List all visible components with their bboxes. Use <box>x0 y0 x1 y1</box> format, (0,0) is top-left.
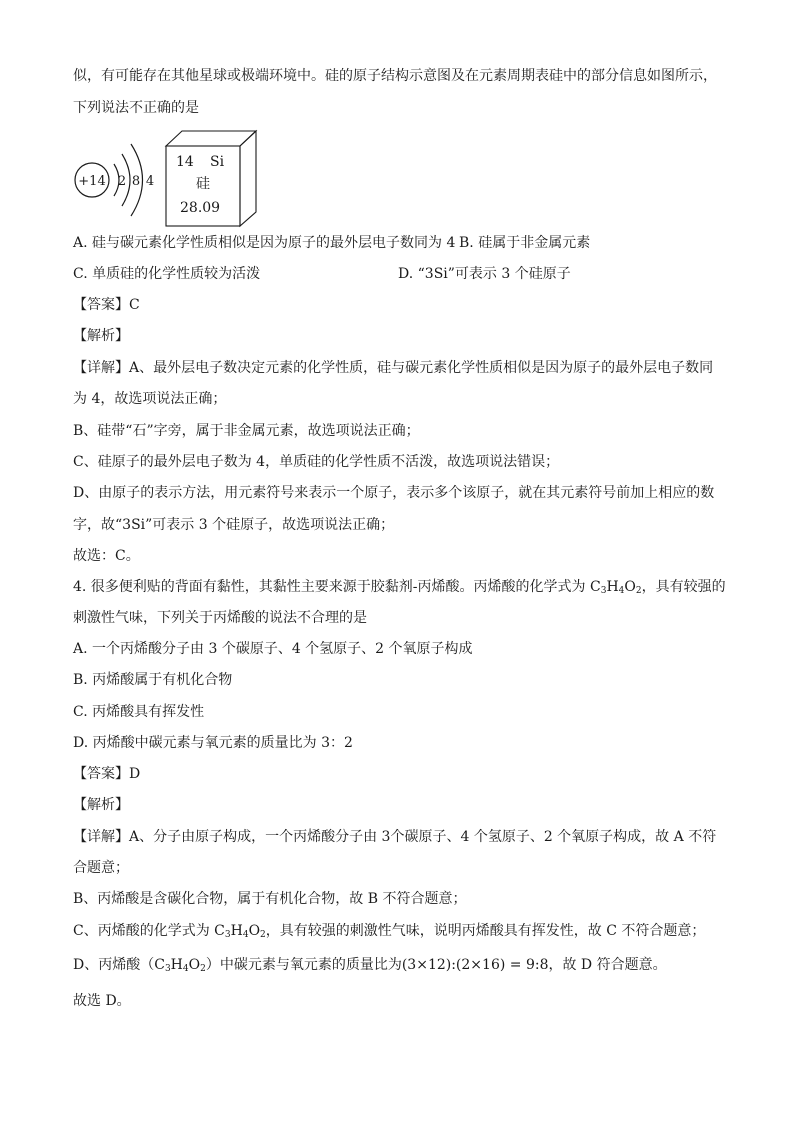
formula-sub-3: 3 <box>600 586 607 596</box>
q4-detail-3: B、丙烯酸是含碳化合物，属于有机化合物，故 B 不符合题意； <box>73 891 467 907</box>
q4-detail-5-tail: ，故 D 符合题意。 <box>548 957 667 973</box>
q4-detail-2: 合题意； <box>73 860 129 876</box>
formula-o-b: O <box>248 923 261 939</box>
shell-3-count: 4 <box>145 174 155 189</box>
nucleus-charge: +14 <box>78 174 106 189</box>
silicon-figure <box>70 128 270 228</box>
intro-line-1: 似，有可能存在其他星球或极端环境中。硅的原子结构示意图及在元素周期表硅中的部分信息如图所示， <box>73 68 717 84</box>
intro-line-2: 下列说法不正确的是 <box>73 100 199 116</box>
cell-side-face <box>240 131 256 226</box>
q4-stem-line-1 <box>73 577 726 597</box>
q3-option-a: A. 硅与碳元素化学性质相似是因为原子的最外层电子数同为 4 <box>73 235 456 251</box>
q4-detail-4 <box>73 921 705 941</box>
q3-answer: 【答案】C <box>73 297 140 313</box>
formula-sub-2: 2 <box>635 586 642 596</box>
q4-stem-tail: ，具有较强的 <box>641 579 726 595</box>
formula-o-c: O <box>188 957 201 973</box>
formula-sub-3c: 3 <box>164 964 171 974</box>
q4-detail-5-text: D、丙烯酸（C <box>73 957 165 973</box>
cell-atomic-number: 14 <box>176 154 194 170</box>
cell-name: 硅 <box>196 176 210 192</box>
q4-option-d: D. 丙烯酸中碳元素与氧元素的质量比为 3：2 <box>73 735 353 751</box>
q3-detail-4: C、硅原子的最外层电子数为 4，单质硅的化学性质不活泼，故选项说法错误； <box>73 454 560 470</box>
cell-symbol: Si <box>210 154 225 170</box>
shell-1-count: 2 <box>117 174 127 189</box>
q4-option-b: B. 丙烯酸属于有机化合物 <box>73 672 233 688</box>
formula-sub-4: 4 <box>618 586 625 596</box>
formula-h: H <box>606 579 619 595</box>
formula-sub-2b: 2 <box>260 930 266 940</box>
q4-detail-5 <box>73 955 667 975</box>
q3-option-d: D. “3Si”可表示 3 个硅原子 <box>398 266 571 282</box>
q4-detail-5-mid: ）中碳元素与氧元素的质量比为 <box>205 957 402 973</box>
q4-detail-1: 【详解】A、分子由原子构成，一个丙烯酸分子由 3个碳原子、4 个氢原子、2 个氧原子构成，故 A 不符 <box>73 829 717 845</box>
formula-h-b: H <box>230 923 243 939</box>
q3-option-c: C. 单质硅的化学性质较为活泼 <box>73 266 261 282</box>
q4-detail-4-tail: ，具有较强的刺激性气味，说明丙烯酸具有挥发性，故 C 不符合题意； <box>265 923 706 939</box>
formula-sub-4b: 4 <box>242 930 249 940</box>
formula-sub-2c: 2 <box>200 964 206 974</box>
formula-h-c: H <box>170 957 183 973</box>
q4-option-a: A. 一个丙烯酸分子由 3 个碳原子、4 个氢原子、2 个氧原子构成 <box>73 641 473 657</box>
q3-detail-1: 【详解】A、最外层电子数决定元素的化学性质，硅与碳元素化学性质相似是因为原子的最外层电子数同 <box>73 360 714 376</box>
q4-option-c: C. 丙烯酸具有挥发性 <box>73 704 205 720</box>
q3-detail-6: 字，故“3Si”可表示 3 个硅原子，故选项说法正确； <box>73 517 395 533</box>
cell-mass: 28.09 <box>180 200 221 216</box>
q4-detail-4-text: C、丙烯酸的化学式为 C <box>73 923 225 939</box>
formula-sub-3b: 3 <box>224 930 231 940</box>
q4-analysis-heading: 【解析】 <box>73 797 129 813</box>
q4-stem-text: 4. 很多便利贴的背面有黏性，其黏性主要来源于胶黏剂-丙烯酸。丙烯酸的化学式为 C <box>73 579 601 595</box>
q3-detail-3: B、硅带“石”字旁，属于非金属元素，故选项说法正确； <box>73 423 420 439</box>
q4-answer: 【答案】D <box>73 766 141 782</box>
q3-option-b: B. 硅属于非金属元素 <box>459 235 591 251</box>
formula-o: O <box>624 579 636 595</box>
q4-conclusion: 故选 D。 <box>73 993 131 1009</box>
mass-ratio-math: (3×12):(2×16) = 9:8 <box>401 957 549 973</box>
q3-conclusion: 故选：C。 <box>73 548 140 564</box>
q4-stem-line-2: 刺激性气味，下列关于丙烯酸的说法不合理的是 <box>73 610 367 626</box>
shell-2-count: 8 <box>131 174 141 189</box>
q3-detail-2: 为 4，故选项说法正确； <box>73 391 227 407</box>
q3-detail-5: D、由原子的表示方法，用元素符号来表示一个原子，表示多个该原子，就在其元素符号前加上相应的数 <box>73 485 715 501</box>
q3-analysis-heading: 【解析】 <box>73 328 129 344</box>
formula-sub-4c: 4 <box>182 964 189 974</box>
